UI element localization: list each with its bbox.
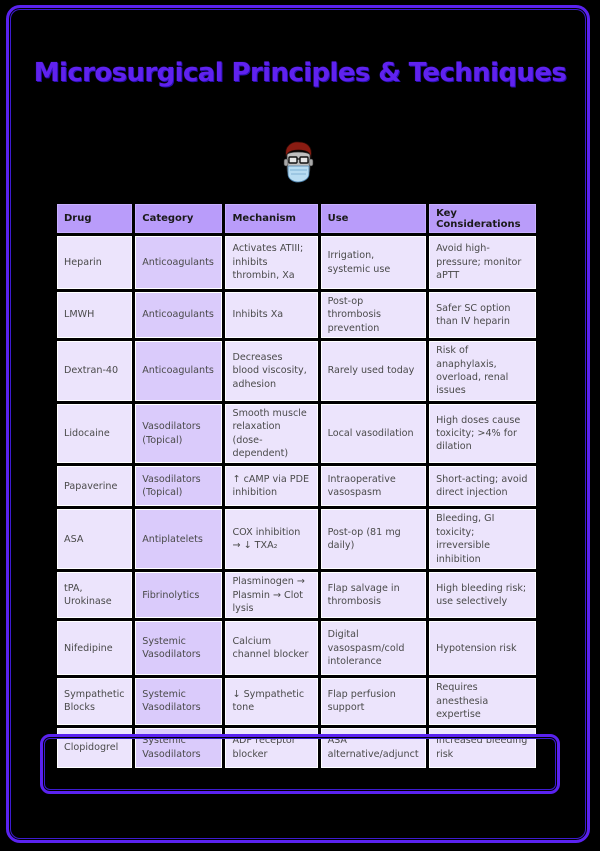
header-key-considerations: Key Considerations (429, 204, 536, 233)
drug-table (54, 201, 539, 771)
masked-doctor-avatar-icon (280, 140, 316, 186)
cell-category: Vasodilators (Topical) (135, 466, 222, 506)
cell-category: Systemic Vasodilators (135, 678, 222, 724)
cell-key-considerations: Risk of anaphylaxis, overload, renal issues (429, 341, 536, 401)
table-row (57, 292, 536, 338)
cell-key-considerations: Bleeding, GI toxicity; irreversible inhibition (429, 509, 536, 569)
cell-mechanism: ↓ Sympathetic tone (225, 678, 317, 724)
cell-use: Local vasodilation (321, 404, 426, 464)
header-category: Category (135, 204, 222, 233)
cell-use: Rarely used today (321, 341, 426, 401)
table-row (57, 236, 536, 289)
cell-category: Anticoagulants (135, 341, 222, 401)
table-row (57, 404, 536, 464)
cell-drug: Sympathetic Blocks (57, 678, 132, 724)
header-use: Use (321, 204, 426, 233)
cell-mechanism: ↑ cAMP via PDE inhibition (225, 466, 317, 506)
table-row (57, 341, 536, 401)
cell-category: Antiplatelets (135, 509, 222, 569)
cell-use: Flap perfusion support (321, 678, 426, 724)
cell-mechanism: Inhibits Xa (225, 292, 317, 338)
cell-mechanism: ADP receptor blocker (225, 728, 317, 768)
cell-use: ASA alternative/adjunct (321, 728, 426, 768)
cell-key-considerations: Safer SC option than IV heparin (429, 292, 536, 338)
cell-use: Digital vasospasm/cold intolerance (321, 621, 426, 675)
cell-category: Anticoagulants (135, 292, 222, 338)
table-row (57, 678, 536, 724)
cell-key-considerations: Requires anesthesia expertise (429, 678, 536, 724)
table-row (57, 572, 536, 618)
cell-mechanism: Activates ATIII; inhibits thrombin, Xa (225, 236, 317, 289)
cell-key-considerations: Hypotension risk (429, 621, 536, 675)
cell-drug: Heparin (57, 236, 132, 289)
cell-category: Fibrinolytics (135, 572, 222, 618)
cell-drug: Clopidogrel (57, 728, 132, 768)
table-row (57, 621, 536, 675)
cell-drug: Papaverine (57, 466, 132, 506)
cell-key-considerations: High bleeding risk; use selectively (429, 572, 536, 618)
cell-mechanism: Smooth muscle relaxation (dose-dependent) (225, 404, 317, 464)
cell-drug: ASA (57, 509, 132, 569)
cell-mechanism: Decreases blood viscosity, adhesion (225, 341, 317, 401)
cell-use: Flap salvage in thrombosis (321, 572, 426, 618)
cell-key-considerations: Short-acting; avoid direct injection (429, 466, 536, 506)
cell-key-considerations: Avoid high-pressure; monitor aPTT (429, 236, 536, 289)
table-row (57, 509, 536, 569)
cell-category: Systemic Vasodilators (135, 728, 222, 768)
cell-key-considerations: Increased bleeding risk (429, 728, 536, 768)
cell-category: Vasodilators (Topical) (135, 404, 222, 464)
header-mechanism: Mechanism (225, 204, 317, 233)
cell-drug: tPA, Urokinase (57, 572, 132, 618)
cell-use: Post-op (81 mg daily) (321, 509, 426, 569)
cell-use: Intraoperative vasospasm (321, 466, 426, 506)
cell-category: Anticoagulants (135, 236, 222, 289)
cell-drug: Dextran-40 (57, 341, 132, 401)
cell-use: Post-op thrombosis prevention (321, 292, 426, 338)
cell-use: Irrigation, systemic use (321, 236, 426, 289)
cell-drug: LMWH (57, 292, 132, 338)
cell-drug: Nifedipine (57, 621, 132, 675)
table-row (57, 466, 536, 506)
cell-category: Systemic Vasodilators (135, 621, 222, 675)
header-drug: Drug (57, 204, 132, 233)
table-header-row (57, 204, 536, 233)
cell-mechanism: COX inhibition → ↓ TXA₂ (225, 509, 317, 569)
cell-mechanism: Plasminogen → Plasmin → Clot lysis (225, 572, 317, 618)
cell-mechanism: Calcium channel blocker (225, 621, 317, 675)
cell-drug: Lidocaine (57, 404, 132, 464)
page-title: Microsurgical Principles & Techniques (33, 58, 567, 88)
footer-box (40, 734, 560, 794)
cell-key-considerations: High doses cause toxicity; >4% for dilation (429, 404, 536, 464)
